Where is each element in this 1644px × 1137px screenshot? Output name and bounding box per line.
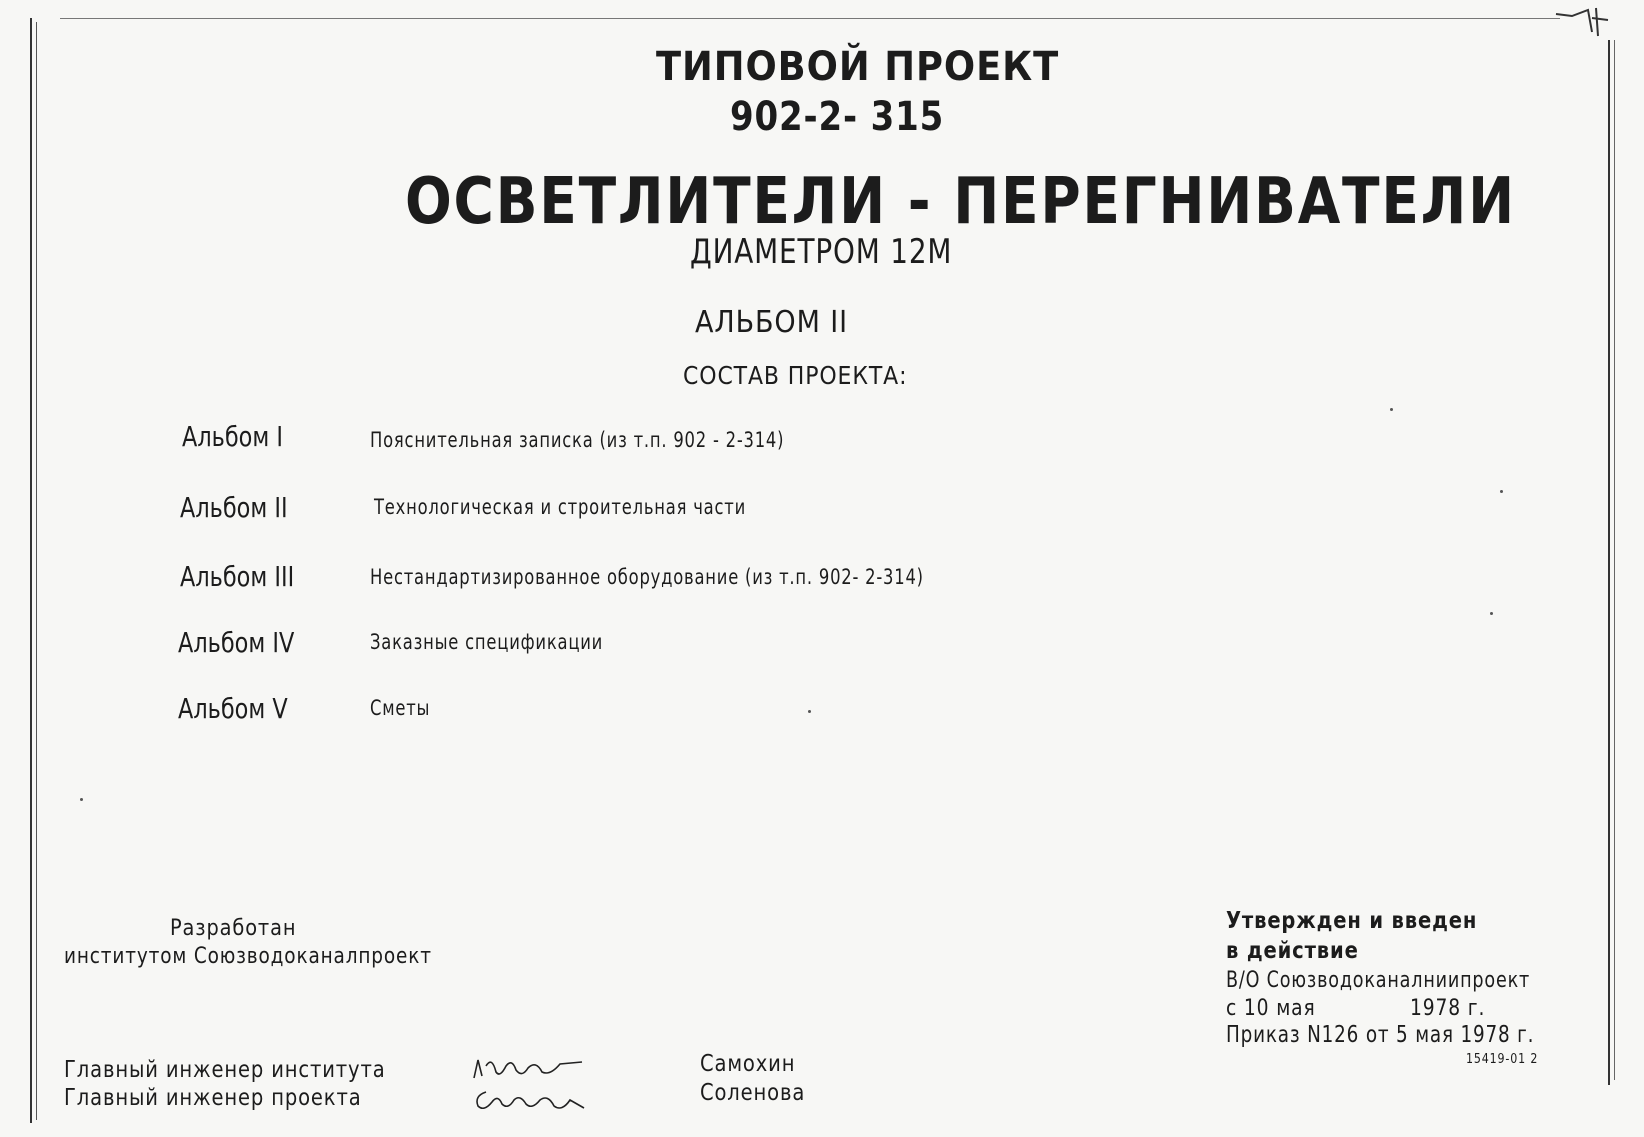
album-name: Альбом V <box>178 692 288 725</box>
approval-order: Приказ N126 от 5 мая 1978 г. <box>1226 1022 1535 1048</box>
album-name: Альбом III <box>180 560 295 593</box>
contents-heading: СОСТАВ ПРОЕКТА: <box>683 361 908 390</box>
album-description: Нестандартизированное оборудование (из т.п. 902- 2-314) <box>370 565 924 589</box>
approval-line-1: Утвержден и введен <box>1226 908 1478 934</box>
frame-top-line <box>60 18 1560 19</box>
document-title: ОСВЕТЛИТЕЛИ - ПЕРЕГНИВАТЕЛИ <box>405 165 1516 239</box>
chief-project-name: Соленова <box>700 1080 806 1106</box>
album-description: Технологическая и строительная части <box>374 495 747 519</box>
frame-left-line <box>30 18 32 1123</box>
project-number: 902-2- 315 <box>730 94 945 140</box>
developer-label: Разработан <box>170 916 297 941</box>
sheet-number: 15419-01 2 <box>1466 1052 1539 1067</box>
scan-speck <box>1500 490 1503 493</box>
scan-speck <box>808 710 811 713</box>
album-name: Альбом IV <box>178 626 295 659</box>
chief-project-role: Главный инженер проекта <box>64 1085 362 1111</box>
album-heading: АЛЬБОМ II <box>695 305 848 340</box>
frame-left-inner-line <box>36 22 37 1120</box>
frame-right-inner-line <box>1614 40 1615 1080</box>
frame-right-line <box>1608 40 1610 1085</box>
corner-mark <box>1552 2 1612 42</box>
album-description: Заказные спецификации <box>370 630 604 654</box>
album-name: Альбом I <box>182 420 283 453</box>
scan-speck <box>1490 612 1493 615</box>
handwritten-signature-icon <box>472 1082 592 1116</box>
project-type-heading: ТИПОВОЙ ПРОЕКТ <box>656 44 1060 90</box>
handwritten-signature-icon <box>470 1052 590 1086</box>
approval-organization: В/О Союзводоканалниипроект <box>1226 968 1531 993</box>
album-name: Альбом II <box>180 491 288 524</box>
signature-chief-institute <box>470 1052 590 1086</box>
album-description: Сметы <box>370 696 431 720</box>
developer-institute: институтом Союзводоканалпроект <box>64 944 432 969</box>
chief-institute-role: Главный инженер института <box>64 1057 386 1083</box>
album-description: Пояснительная записка (из т.п. 902 - 2-314) <box>370 428 785 452</box>
scan-speck <box>80 798 83 801</box>
approval-year: 1978 г. <box>1410 996 1486 1021</box>
approval-date: с 10 мая <box>1226 996 1316 1021</box>
signature-chief-project <box>472 1082 592 1116</box>
approval-line-2: в действие <box>1226 938 1359 964</box>
corner-scribble-icon <box>1552 2 1612 42</box>
document-subtitle: ДИАМЕТРОМ 12М <box>690 232 953 272</box>
chief-institute-name: Самохин <box>700 1051 796 1077</box>
scan-speck <box>1390 408 1393 411</box>
